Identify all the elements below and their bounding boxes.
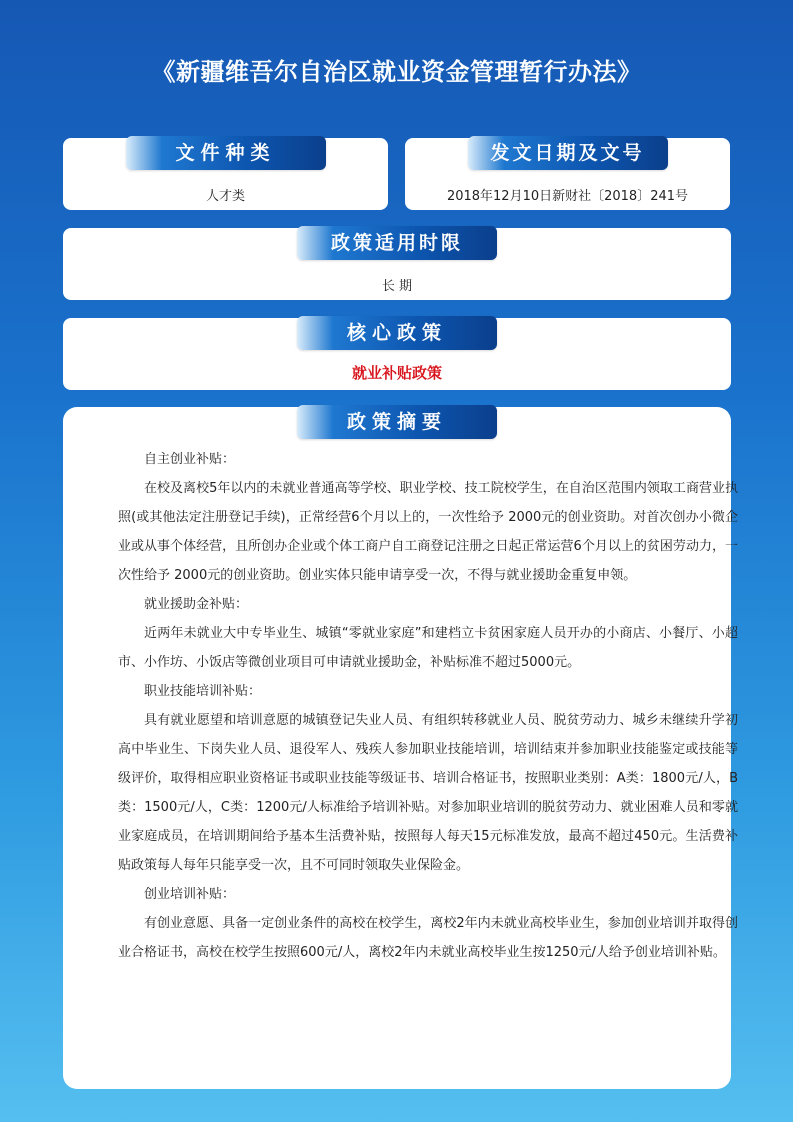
period-card [63,228,731,300]
doc-type-label: 文件种类 [126,136,326,170]
summary-heading-aid: 就业援助金补贴： [144,597,249,612]
core-value: 就业补贴政策 [351,364,442,382]
period-label: 政策适用时限 [297,226,497,260]
core-label: 核心政策 [297,316,497,350]
summary-card [63,407,738,1089]
page-title: 《新疆维吾尔自治区就业资金管理暂行办法》 [151,57,642,86]
summary-text-skills: 具有就业愿望和培训意愿的城镇登记失业人员、有组织转移就业人员、脱贫劳动力、城乡未继续升学初高中毕业生、下岗失业人员、退役军人、残疾人参加职业技能培训，培训结束并参加职业技能鉴定或技能等级评价，取得相应职业资格证书或职业技能等级证书、培训合格证书，按照职业类别：A类：1800元/人，B类：1500元/人，C类：1200元/人标准给予培训补贴。对参加职业培训的脱贫劳动力、就业困难人员和零就业家庭成员，在培训期间给予基本生活费补贴，按照每人每天15元标准发放，最高不超过450元。生活费补贴政策每人每年只能享受一次，且不可同时领取失业保险金。 [118,713,738,873]
summary-heading-skills: 职业技能培训补贴： [144,684,262,699]
summary-heading-training: 创业培训补贴： [144,887,236,902]
issue-label: 发文日期及文号 [468,136,668,170]
summary-text-startup: 在校及离校5年以内的未就业普通高等学校、职业学校、技工院校学生，在自治区范围内领取工商营业执照(或其他法定注册登记手续)，正常经营6个月以上的，一次性给予 2000元的创业资助。对首次创办小微企业或从事个体经营，且所创办企业或个体工商户自工商登记注册之日起正常运营6个月以上的贫困劳动力，一次性给予 2000元的创业资助。创业实体只能申请享受一次，不得与就业援助金重复申领。 [118,481,738,583]
issue-card [405,138,730,210]
doc-type-value: 人才类 [205,189,245,204]
summary-label: 政策摘要 [297,405,497,439]
issue-value: 2018年12月10日新财社〔2018〕241号 [446,189,689,204]
summary-text-training: 有创业意愿、具备一定创业条件的高校在校学生，离校2年内未就业高校毕业生，参加创业培训并取得创业合格证书，高校在校学生按照600元/人，离校2年内未就业高校毕业生按1250元/人给予创业培训补贴。 [118,916,738,960]
summary-text-aid: 近两年未就业大中专毕业生、城镇“零就业家庭”和建档立卡贫困家庭人员开办的小商店、小餐厅、小超市、小作坊、小饭店等微创业项目可申请就业援助金，补贴标准不超过5000元。 [118,626,738,670]
core-card [63,318,731,390]
summary-body [118,445,738,967]
doc-type-card [63,138,388,210]
period-value: 长 期 [381,279,413,294]
summary-heading-startup: 自主创业补贴： [144,452,236,467]
